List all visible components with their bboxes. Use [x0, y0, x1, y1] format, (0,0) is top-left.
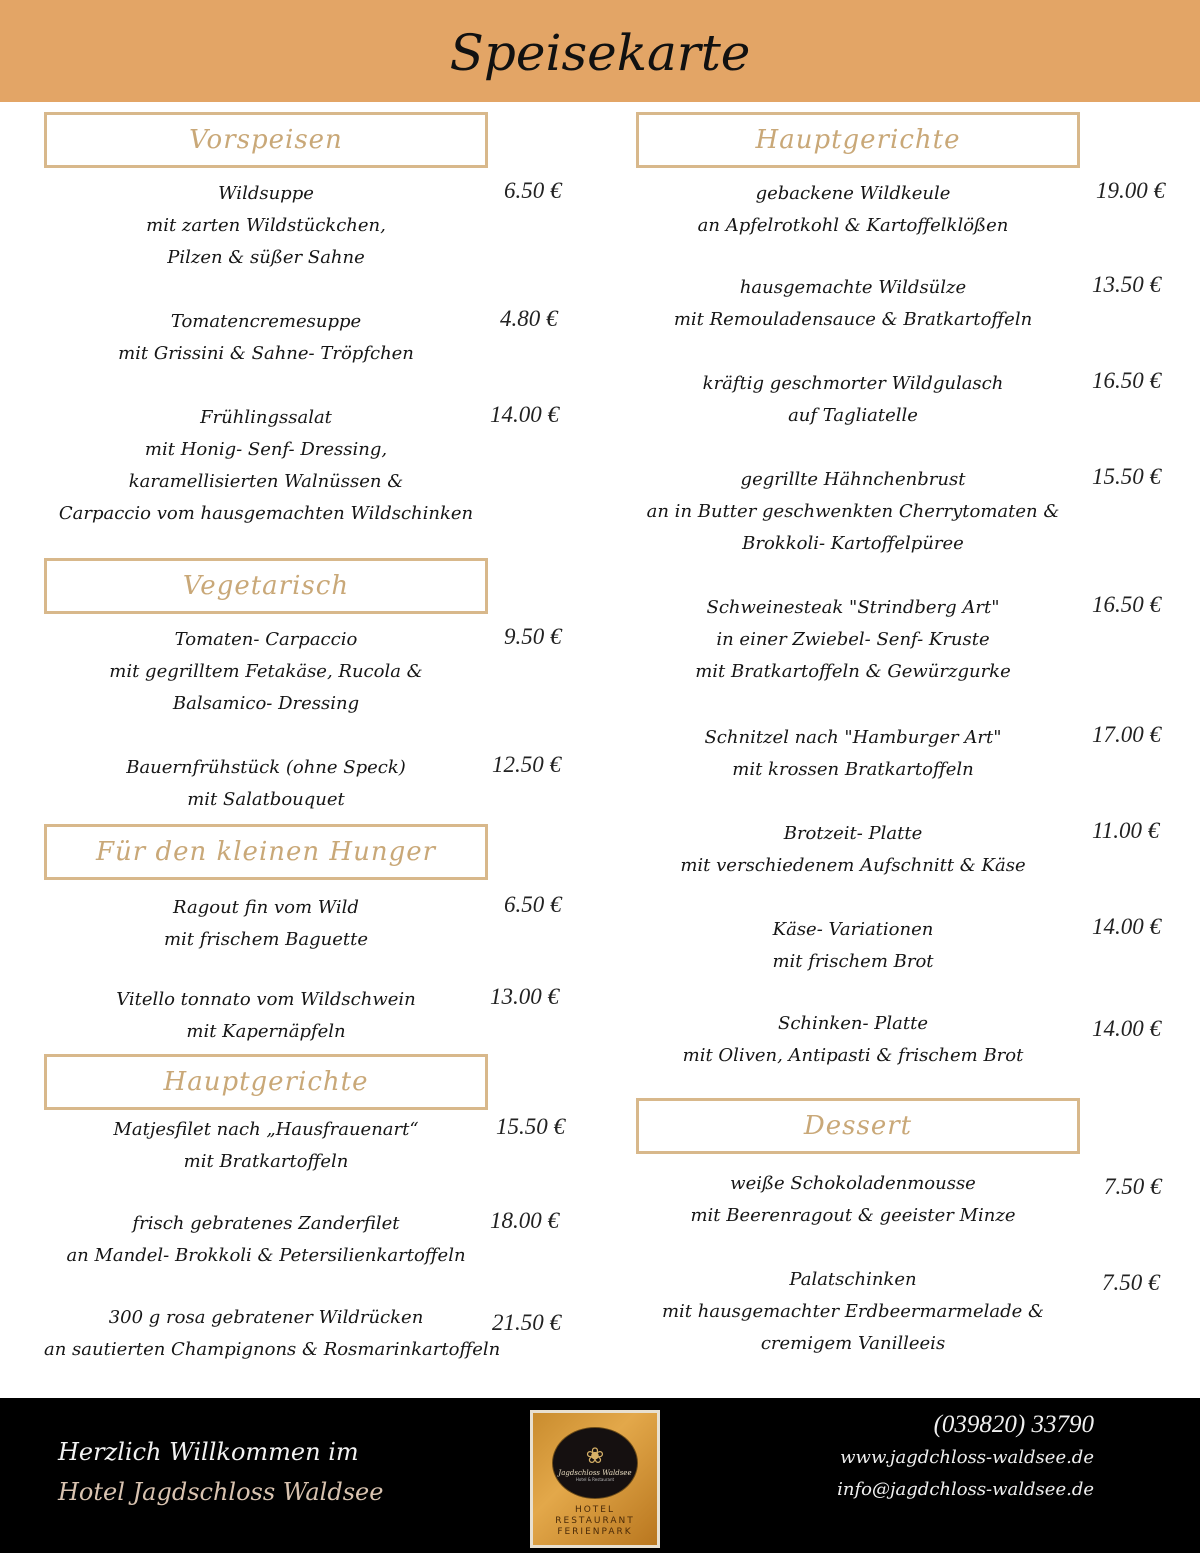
section-title: Hauptgerichte [163, 1067, 369, 1097]
item-price: 14.00 € [490, 402, 559, 427]
section-header-vorspeisen [44, 112, 488, 168]
item-desc: mit Salatbouquet [187, 789, 345, 810]
item-price: 17.00 € [1092, 722, 1161, 747]
item-desc: mit frischem Baguette [163, 929, 368, 950]
item-price: 16.50 € [1092, 592, 1161, 617]
item-name: Bauernfrühstück (ohne Speck) [126, 757, 406, 778]
item-name: hausgemachte Wildsülze [739, 277, 967, 298]
item-desc: mit Bratkartoffeln [183, 1151, 349, 1172]
section-header-hauptgerichte-right [636, 112, 1080, 168]
item-name: weiße Schokoladenmousse [730, 1173, 976, 1194]
welcome-text [58, 1432, 383, 1512]
item-desc: an sautierten Champignons & Rosmarinkartoffeln [44, 1339, 501, 1360]
item-price: 6.50 € [504, 892, 562, 917]
section-title: Vorspeisen [189, 125, 343, 155]
item-price: 14.00 € [1092, 914, 1161, 939]
item-desc: mit Oliven, Antipasti & frischem Brot [682, 1045, 1024, 1066]
website-link[interactable]: www.jagdchloss-waldsee.de [840, 1447, 1094, 1468]
item-name: kräftig geschmorter Wildgulasch [702, 373, 1004, 394]
item-price: 21.50 € [492, 1310, 561, 1335]
item-desc: mit gegrilltem Fetakäse, Rucola & [109, 661, 423, 682]
welcome-line-2: Hotel Jagdschloss Waldsee [58, 1478, 384, 1506]
item-price: 15.50 € [1092, 464, 1161, 489]
section-title: Für den kleinen Hunger [95, 837, 437, 867]
item-price: 13.50 € [1092, 272, 1161, 297]
item-name: Käse- Variationen [772, 919, 934, 940]
logo-script: Jagdschloss Waldsee [558, 1468, 632, 1477]
item-desc: Balsamico- Dressing [172, 693, 360, 714]
item-price: 7.50 € [1102, 1270, 1160, 1295]
item-desc: an Apfelrotkohl & Kartoffelklößen [697, 215, 1009, 236]
contact-info [837, 1408, 1094, 1506]
header-band [0, 0, 1200, 102]
section-header-dessert [636, 1098, 1080, 1154]
item-price: 6.50 € [504, 178, 562, 203]
item-name: gegrillte Hähnchenbrust [740, 469, 966, 490]
item-name: Palatschinken [789, 1269, 917, 1290]
logo-line-restaurant: RESTAURANT [555, 1516, 635, 1526]
item-price: 13.00 € [490, 984, 559, 1009]
logo-emblem [552, 1427, 638, 1499]
item-name: Schweinesteak "Strindberg Art" [706, 597, 1000, 618]
logo-text [555, 1505, 634, 1538]
item-name: Ragout fin vom Wild [173, 897, 359, 918]
item-name: Frühlingssalat [200, 407, 332, 428]
item-desc: mit Grissini & Sahne- Tröpfchen [118, 343, 414, 364]
hotel-logo [530, 1410, 660, 1548]
item-price: 7.50 € [1104, 1174, 1162, 1199]
section-title: Hauptgerichte [755, 125, 961, 155]
section-title: Vegetarisch [182, 571, 350, 601]
crest-icon: ❀ [585, 1443, 605, 1469]
item-desc: mit Beerenragout & geeister Minze [690, 1205, 1016, 1226]
item-desc: mit hausgemachter Erdbeermarmelade & [661, 1301, 1045, 1322]
item-desc: cremigem Vanilleeis [760, 1333, 946, 1354]
email-link[interactable]: info@jagdchloss-waldsee.de [837, 1479, 1094, 1500]
item-price: 11.00 € [1092, 818, 1160, 843]
item-name: Wildsuppe [218, 183, 314, 204]
item-name: Schnitzel nach "Hamburger Art" [704, 727, 1002, 748]
logo-line-hotel: HOTEL [574, 1505, 616, 1515]
item-name: Vitello tonnato vom Wildschwein [116, 989, 416, 1010]
section-title: Dessert [803, 1111, 913, 1141]
item-price: 9.50 € [504, 624, 562, 649]
item-name: Matjesfilet nach „Hausfrauenart“ [113, 1119, 419, 1140]
item-desc: karamellisierten Walnüssen & [128, 471, 404, 492]
item-desc: mit zarten Wildstückchen, [146, 215, 386, 236]
item-desc: Carpaccio vom hausgemachten Wildschinken [58, 503, 474, 524]
item-name: gebackene Wildkeule [755, 183, 951, 204]
page-title: Speisekarte [449, 24, 751, 82]
phone-number[interactable]: (039820) 33790 [933, 1411, 1094, 1438]
item-price: 12.50 € [492, 752, 561, 777]
item-desc: mit Bratkartoffeln & Gewürzgurke [695, 661, 1011, 682]
item-price: 15.50 € [496, 1114, 565, 1139]
item-name: Tomatencremesuppe [170, 311, 362, 332]
item-desc: mit Honig- Senf- Dressing, [144, 439, 388, 460]
item-desc: an in Butter geschwenkten Cherrytomaten & [646, 501, 1060, 522]
item-desc: Pilzen & süßer Sahne [167, 247, 365, 268]
item-desc: Brokkoli- Kartoffelpüree [742, 533, 964, 554]
section-header-kleiner-hunger [44, 824, 488, 880]
logo-sub: Hotel & Restaurant [575, 1476, 615, 1482]
item-desc: mit Remouladensauce & Bratkartoffeln [673, 309, 1033, 330]
item-desc: mit verschiedenem Aufschnitt & Käse [680, 855, 1026, 876]
item-desc: mit frischem Brot [772, 951, 934, 972]
item-name: Schinken- Platte [777, 1013, 929, 1034]
item-name: frisch gebratenes Zanderfilet [132, 1213, 400, 1234]
item-price: 18.00 € [490, 1208, 559, 1233]
footer [0, 1398, 1200, 1553]
item-price: 14.00 € [1092, 1016, 1161, 1041]
item-price: 16.50 € [1092, 368, 1161, 393]
logo-line-ferienpark: FERIENPARK [557, 1527, 633, 1537]
item-name: Tomaten- Carpaccio [174, 629, 358, 650]
item-price: 19.00 € [1096, 178, 1165, 203]
item-price: 4.80 € [500, 306, 558, 331]
item-name: Brotzeit- Platte [783, 823, 923, 844]
item-desc: auf Tagliatelle [788, 405, 918, 426]
item-desc: in einer Zwiebel- Senf- Kruste [716, 629, 990, 650]
section-header-hauptgerichte-left [44, 1054, 488, 1110]
item-desc: mit Kapernäpfeln [186, 1021, 346, 1042]
item-desc: mit krossen Bratkartoffeln [732, 759, 974, 780]
item-name: 300 g rosa gebratener Wildrücken [108, 1307, 424, 1328]
item-desc: an Mandel- Brokkoli & Petersilienkartoffeln [66, 1245, 466, 1266]
section-header-vegetarisch [44, 558, 488, 614]
welcome-line-1: Herzlich Willkommen im [58, 1438, 359, 1466]
